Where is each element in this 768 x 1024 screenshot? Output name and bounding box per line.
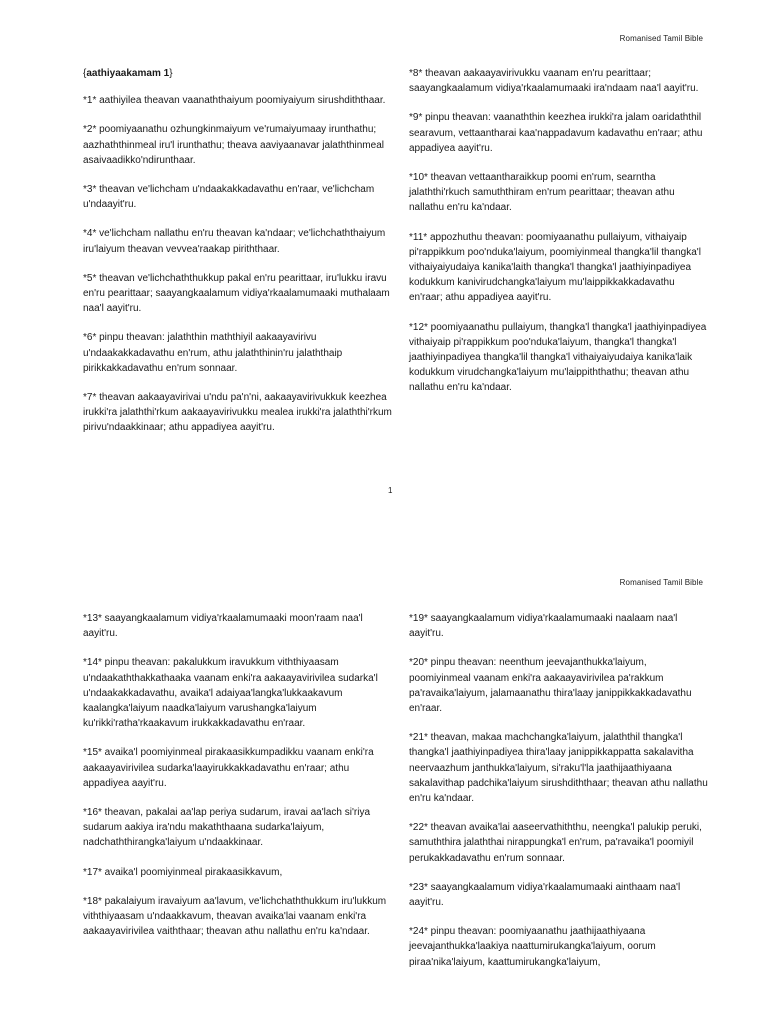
verse-paragraph: *3* theavan ve'lichcham u'ndaakakkadavathu en'raar, ve'lichcham u'ndaayit'ru. [83, 184, 375, 211]
page-number: 1 [388, 486, 393, 495]
verse-paragraph: *7* theavan aakaayavirivai u'ndu pa'n'ni, aakaayavirivukkuk keezhea irukki'ra jalaththi'rkum aakaayavirivukku mealea irukki'ra jalaththi'rkum pirivu'ndaakkinaar; athu appadiyea aayit'ru. [83, 392, 392, 434]
verse-paragraph: *19* saayangkaalamum vidiya'rkaalamumaaki naalaam naa'l aayit'ru. [409, 613, 678, 640]
running-header: Romanised Tamil Bible [619, 34, 703, 43]
running-header: Romanised Tamil Bible [619, 578, 703, 587]
verse-paragraph: *16* theavan, pakalai aa'lap periya sudarum, iravai aa'lach si'riya sudarum aakiya ira'ndu makaththaana sudarka'laiyum, nadchaththirangka'laiyum u'ndaakkinaar. [83, 807, 371, 849]
chapter-title [83, 66, 393, 81]
verse-paragraph: *1* aathiyilea theavan vaanaththaiyum poomiyaiyum sirushdiththaar. [83, 95, 386, 107]
verse-paragraph: *4* ve'lichcham nallathu en'ru theavan ka'ndaar; ve'lichchaththaiyum iru'laiyum theavan vevvea'raakap piriththaar. [83, 228, 386, 255]
verse-paragraph: *15* avaika'l poomiyinmeal pirakaasikkumpadikku vaanam enki'ra aakaayavirivilea sudarka'laayirukkakkadavathu en'raar; athu appadiyea aayit'ru. [83, 747, 374, 789]
left-column [83, 611, 393, 953]
title-brace-open: { [83, 68, 87, 79]
verse-paragraph: *11* appozhuthu theavan: poomiyaanathu pullaiyum, vithaiyaip pi'rappikkum poo'nduka'laiyum, poomiyinmeal thangka'lil thangka'l vithaiyaiyudaiya kanika'laith thangka'l thangka'l jaathiyinpadiyea kodukkum kanivirudchangka'laiyum mu'laippikkakkadavathu en'raar; athu appadiyea aayit'ru. [409, 231, 701, 304]
verse-paragraph: *6* pinpu theavan: jalaththin maththiyil aakaayavirivu u'ndaakakkadavathu en'rum, athu jalaththinin'ru jalaththaip pirikkakkadavathu en'rum sonnaar. [83, 332, 343, 374]
title-brace-close: } [169, 68, 173, 79]
verse-paragraph: *12* poomiyaanathu pullaiyum, thangka'l thangka'l jaathiyinpadiyea vithaiyaip pi'rappikkum poo'nduka'laiyum, thangka'l thangka'l jaathiyinpadiyea thangka'lil thangka'l vithaiyaiyudaiya kanika'laik kodukkum virudchangka'laiyum mu'laippiththathu; theavan athu nallathu en'ru ka'ndaar. [409, 321, 707, 394]
left-column [83, 66, 393, 450]
verse-paragraph: *22* theavan avaika'lai aaseervathiththu, neengka'l palukip peruki, samuththira jalaththai nirappungka'l en'rum, pa'ravaika'l poomiyil perukakkadavathu en'rum sonnaar. [409, 822, 702, 864]
page-gap [0, 524, 768, 548]
right-column [409, 66, 709, 410]
right-column [409, 611, 709, 984]
verse-paragraph: *21* theavan, makaa machchangka'laiyum, jalaththil thangka'l thangka'l jaathiyinpadiyea thira'laay janippikkappatta sakalavitha neervaazhum janthukka'laiyum, si'raku'l'la jaathijaathiyaana sakalavithap padchika'laiyum sirushdiththaar; theavan athu nallathu en'ru ka'ndaar. [409, 732, 708, 805]
verse-paragraph: *14* pinpu theavan: pakalukkum iravukkum viththiyaasam u'ndaakaththakkathaaka vaanam enki'ra aakaayavirivilea sudarka'l u'ndaakakkadavathu, avaika'l adaiyaa'langka'lukkaakavum kaalangka'laiyum naadka'laiyum varushangka'laiyum ku'rikki'ratha'rkaakavum irukkakkadavathu en'raar. [83, 657, 378, 730]
page-2 [0, 560, 768, 1024]
verse-paragraph: *24* pinpu theavan: poomiyaanathu jaathijaathiyaana jeevajanthukka'laakiya naattumirukangka'laiyum, oorum piraa'nika'laiyum, kaattumirukangka'laiyum, [409, 926, 656, 968]
verse-paragraph: *13* saayangkaalamum vidiya'rkaalamumaaki moon'raam naa'l aayit'ru. [83, 613, 363, 640]
verse-paragraph: *23* saayangkaalamum vidiya'rkaalamumaaki ainthaam naa'l aayit'ru. [409, 881, 681, 909]
verse-paragraph: *17* avaika'l poomiyinmeal pirakaasikkavum, [83, 866, 283, 878]
verse-paragraph: *20* pinpu theavan: neenthum jeevajanthukka'laiyum, poomiyinmeal vaanam enki'ra aakaayavirivilea pa'rakkum pa'ravaika'laiyum, jalamaanathu thira'laay janippikkakkadavathu en'raar. [409, 657, 692, 715]
chapter-heading: aathiyaakamam 1 [86, 68, 170, 79]
verse-paragraph: *9* pinpu theavan: vaanaththin keezhea irukki'ra jalam oaridaththil searavum, vettaantharai kaa'nappadavum kadavathu en'raar; athu appadiyea aayit'ru. [409, 112, 703, 154]
verse-paragraph: *5* theavan ve'lichchaththukkup pakal en'ru pearittaar, iru'lukku iravu en'ru pearittaar; saayangkaalamum vidiya'rkaalamumaaki muthalaam naa'l aayit'ru. [83, 272, 390, 315]
verse-paragraph: *18* pakalaiyum iravaiyum aa'lavum, ve'lichchaththukkum iru'lukkum viththiyaasam u'ndaakkavum, theavan avaika'lai vaanam enki'ra aakaayavirivilea vaiththaar; theavan athu nallathu en'ru ka'ndaar. [83, 895, 387, 938]
verse-paragraph: *2* poomiyaanathu ozhungkinmaiyum ve'rumaiyumaay irunthathu; aazhaththinmeal iru'l irunthathu; theava aaviyaanavar jalaththinmeal asaivaadikko'ndirunthaar. [83, 124, 384, 166]
verse-paragraph: *8* theavan aakaayavirivukku vaanam en'ru pearittaar; saayangkaalamum vidiya'rkaalamumaaki ira'ndaam naa'l aayit'ru. [409, 68, 699, 95]
verse-paragraph: *10* theavan vettaantharaikkup poomi en'rum, searntha jalaththi'rkuch samuththiram en'rum pearittaar; theavan athu nallathu en'ru ka'ndaar. [409, 172, 675, 214]
